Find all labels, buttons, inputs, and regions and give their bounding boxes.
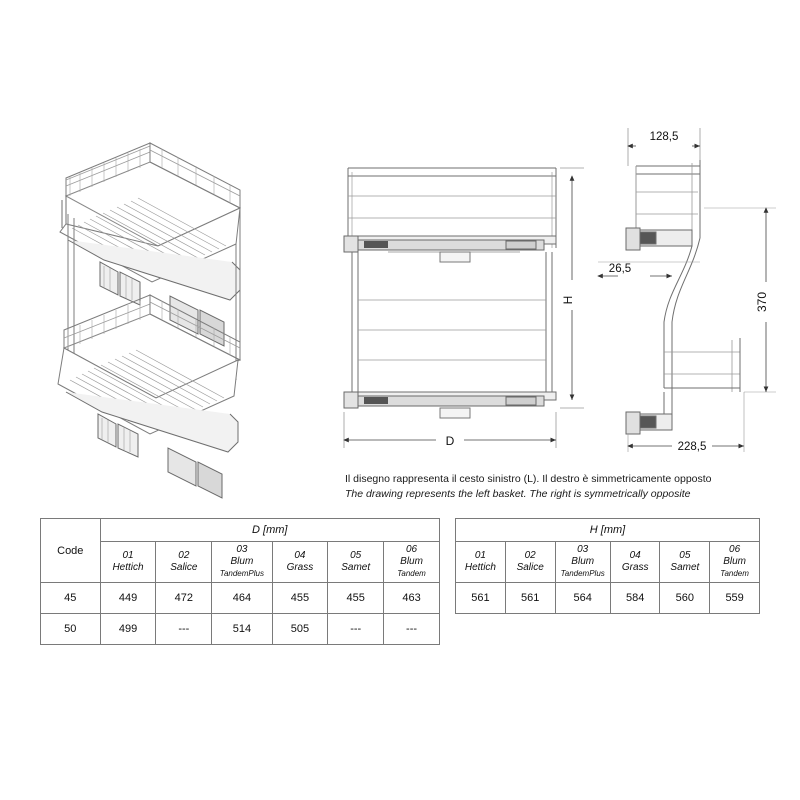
dimension-370-label: 370 bbox=[755, 291, 769, 313]
table-h-row0-v0: 561 bbox=[456, 583, 506, 614]
table-depth-d bbox=[40, 518, 440, 645]
table-h-row0-v2: 564 bbox=[555, 583, 610, 614]
table-d-col-04: 04 Grass bbox=[272, 542, 328, 583]
dimension-228-5-label: 228,5 bbox=[677, 441, 707, 453]
table-h-col-02: 02 Salice bbox=[505, 542, 555, 583]
table-d-row1-code: 50 bbox=[41, 614, 101, 645]
drawing-caption bbox=[345, 472, 765, 502]
table-d-row0-v1: 472 bbox=[156, 583, 212, 614]
table-d-col-05: 05 Samet bbox=[328, 542, 384, 583]
table-d-col-03: 03 Blum TandemPlus bbox=[212, 542, 272, 583]
table-d-row1-v5: --- bbox=[384, 614, 440, 645]
table-h-col-01: 01 Hettich bbox=[456, 542, 506, 583]
front-elevation-view bbox=[344, 168, 556, 418]
table-h-col-04: 04 Grass bbox=[610, 542, 660, 583]
table-d-code-header: Code bbox=[41, 519, 101, 583]
table-d-row1-v0: 499 bbox=[100, 614, 156, 645]
table-height-h bbox=[455, 518, 760, 614]
table-h-row0-v5: 559 bbox=[710, 583, 760, 614]
table-d-col-01: 01 Hettich bbox=[100, 542, 156, 583]
caption-english: The drawing represents the left basket. The right is symmetrically opposite bbox=[345, 488, 691, 500]
table-d-row0-v5: 463 bbox=[384, 583, 440, 614]
table-row bbox=[456, 583, 760, 614]
table-h-col-05: 05 Samet bbox=[660, 542, 710, 583]
table-d-title: D [mm] bbox=[100, 519, 439, 542]
table-h-row0-v1: 561 bbox=[505, 583, 555, 614]
table-d-row1-v3: 505 bbox=[272, 614, 328, 645]
table-d-row0-v3: 455 bbox=[272, 583, 328, 614]
table-h-row0-v3: 584 bbox=[610, 583, 660, 614]
table-d-col-02: 02 Salice bbox=[156, 542, 212, 583]
table-h-col-06: 06 Blum Tandem bbox=[710, 542, 760, 583]
table-h-col-03: 03 Blum TandemPlus bbox=[555, 542, 610, 583]
table-row bbox=[41, 614, 440, 645]
table-d-row0-v0: 449 bbox=[100, 583, 156, 614]
caption-italian: Il disegno rappresenta il cesto sinistro (L). Il destro è simmetricamente opposto bbox=[345, 473, 712, 485]
dimension-H bbox=[560, 168, 584, 408]
table-d-row1-v2: 514 bbox=[212, 614, 272, 645]
table-h-title: H [mm] bbox=[456, 519, 760, 542]
dimension-D-label: D bbox=[445, 434, 455, 448]
table-row bbox=[41, 583, 440, 614]
dimension-H-label: H bbox=[561, 295, 575, 305]
table-d-row0-v4: 455 bbox=[328, 583, 384, 614]
table-h-row0-v4: 560 bbox=[660, 583, 710, 614]
table-d-row0-code: 45 bbox=[41, 583, 101, 614]
table-d-col-06: 06 Blum Tandem bbox=[384, 542, 440, 583]
dimension-26-5-label: 26,5 bbox=[608, 263, 632, 275]
table-d-row1-v4: --- bbox=[328, 614, 384, 645]
table-d-row1-v1: --- bbox=[156, 614, 212, 645]
side-elevation-view bbox=[626, 160, 740, 434]
isometric-basket-view bbox=[58, 143, 240, 498]
dimension-128-5-label: 128,5 bbox=[649, 131, 679, 143]
table-d-row0-v2: 464 bbox=[212, 583, 272, 614]
